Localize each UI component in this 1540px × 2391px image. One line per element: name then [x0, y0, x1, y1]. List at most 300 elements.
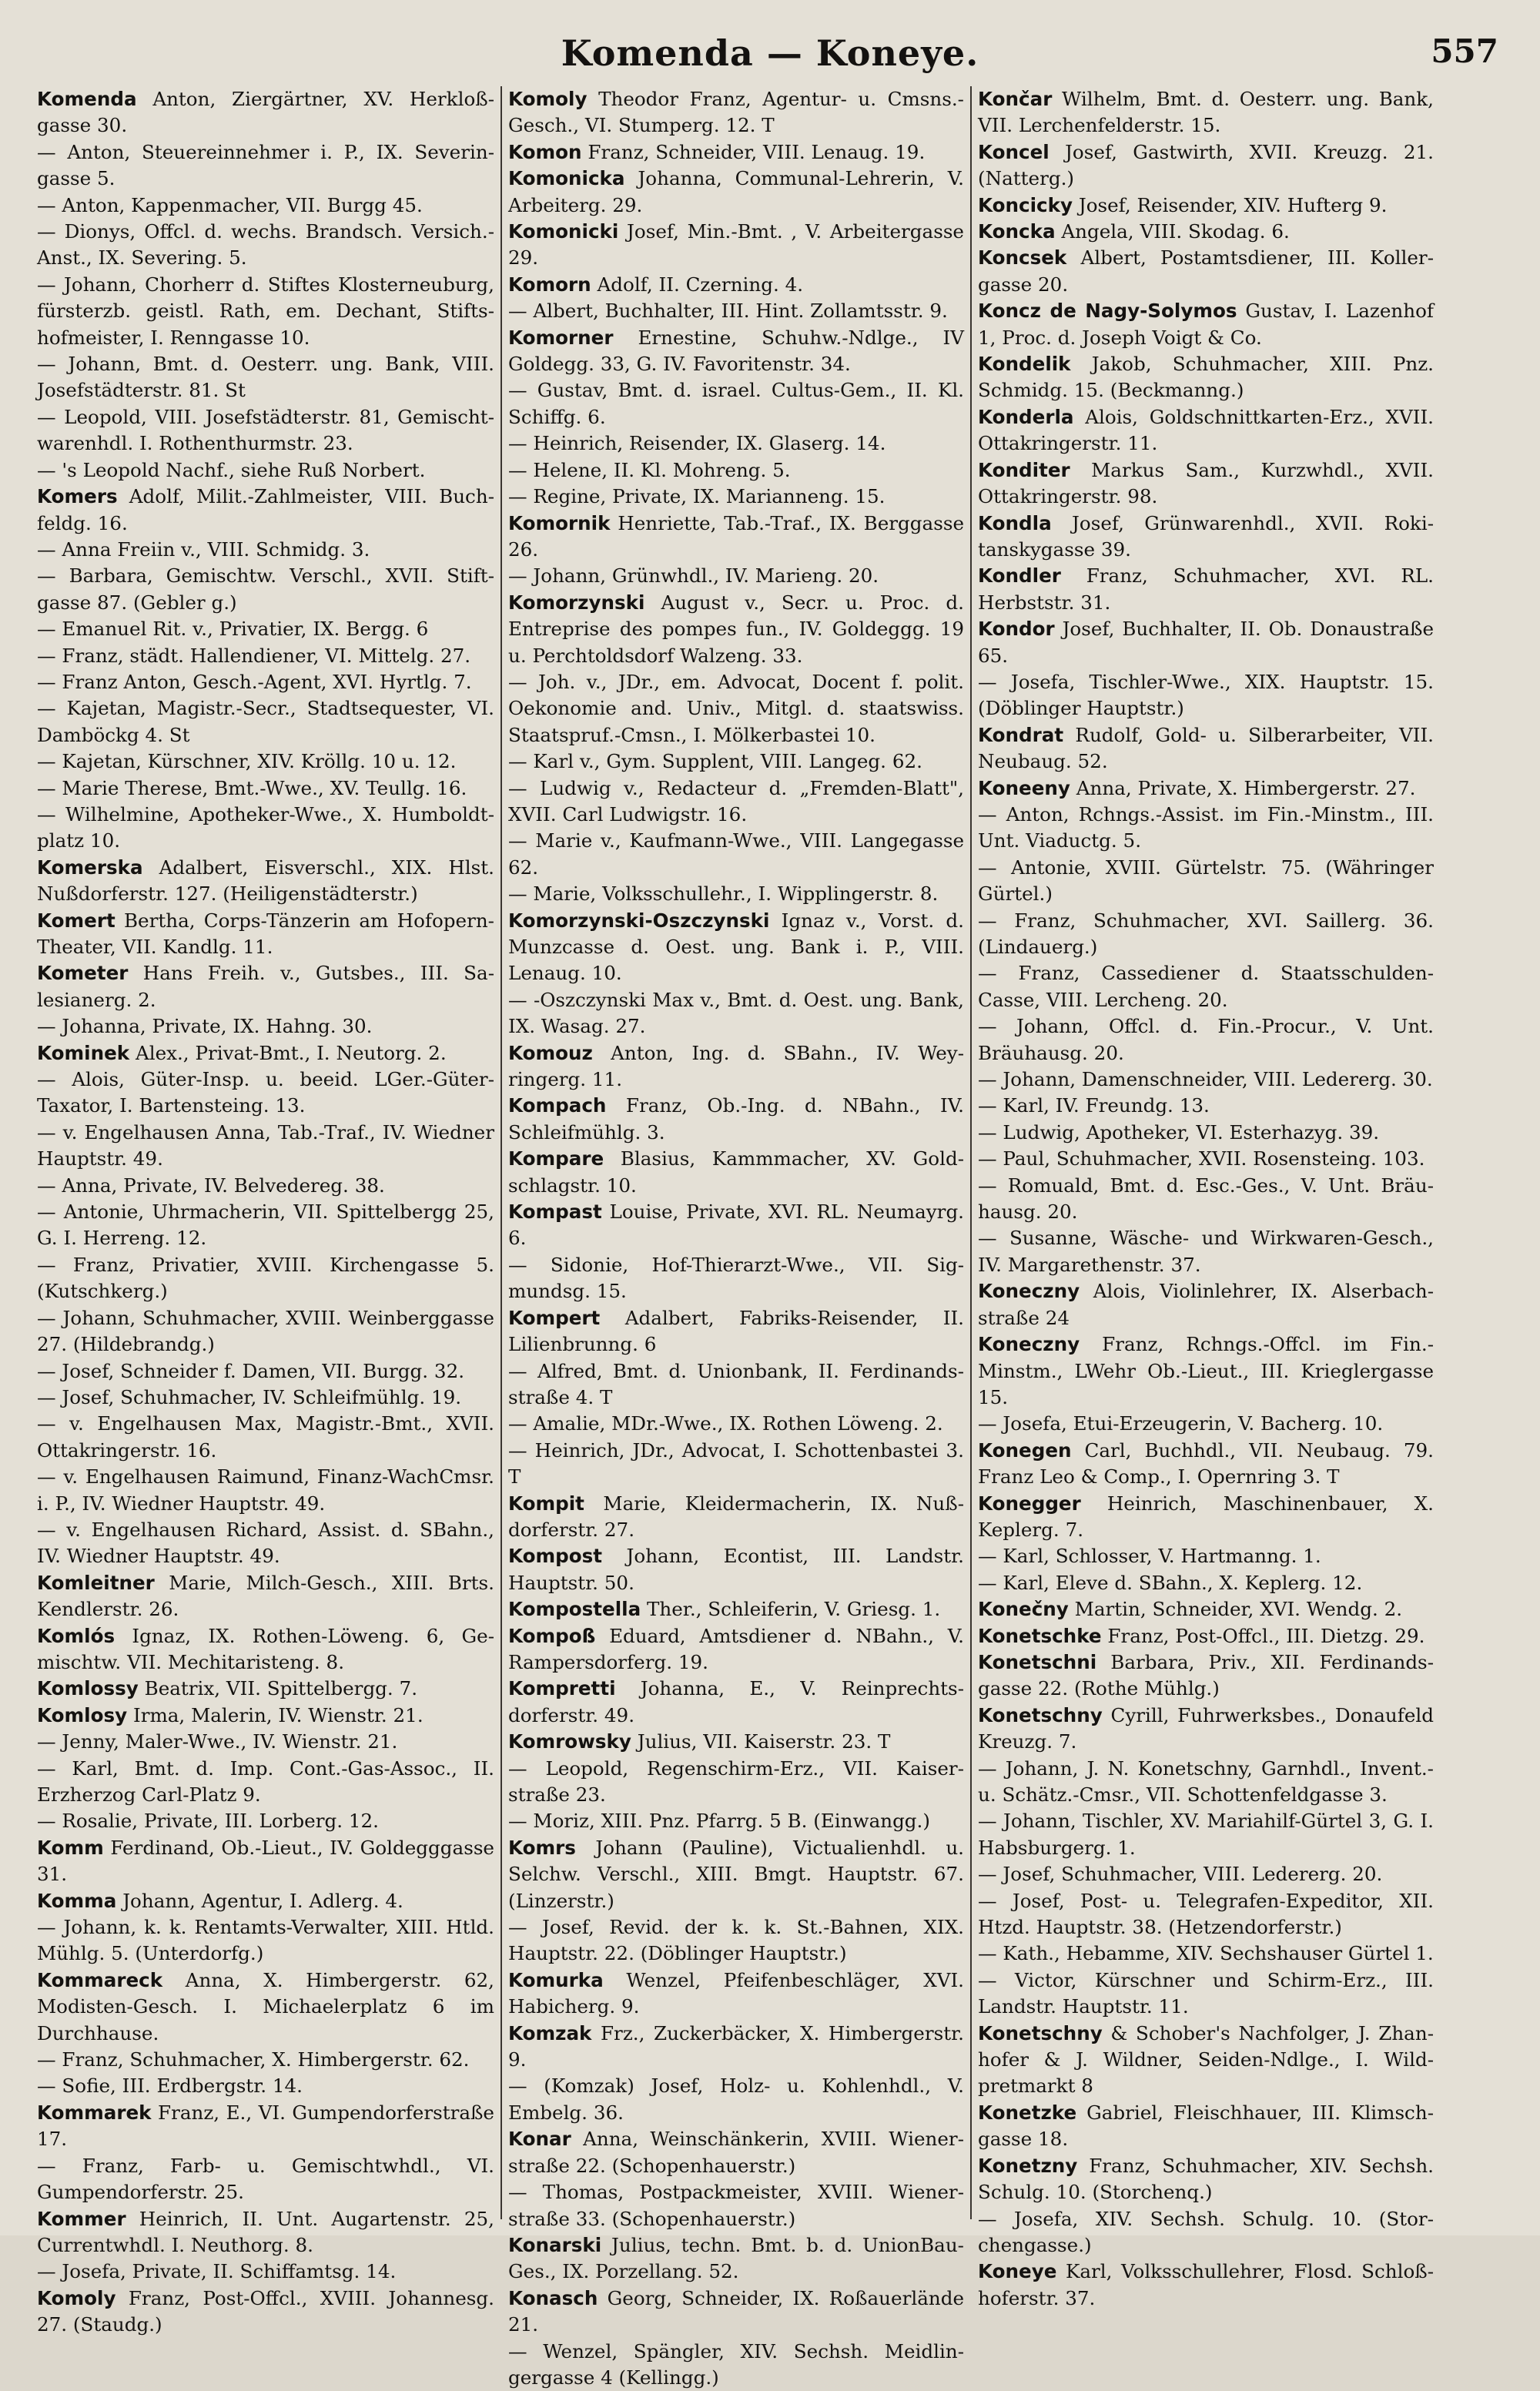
entry-text: — Dionys, Offcl. d. wechs. Brandsch. Versich.Anst., IX. Severing. 5.	[37, 220, 494, 270]
entry-surname: Kompast	[508, 1201, 602, 1224]
entry-surname: Komonicki	[508, 220, 619, 243]
directory-entry	[37, 908, 494, 961]
entry-text: Hans Freih. v., Gutsbes., III. Salesianerg. 2.	[37, 962, 494, 1011]
entry-text: Johann, Econtist, III. Landstr. Hauptstr. 50.	[508, 1545, 964, 1594]
entry-text: — Leopold, Regenschirm-Erz., VII. Kaiserstraße 23.	[508, 1756, 964, 1806]
directory-entry	[37, 1385, 494, 1411]
entry-text: — Helene, II. Kl. Mohreng. 5.	[508, 458, 791, 481]
directory-entry	[508, 775, 964, 829]
directory-entry	[37, 1676, 494, 1702]
entry-surname: Komlosy	[37, 1703, 128, 1726]
entry-text: Josef, Buchhalter, II. Ob. Donaustraße 65.	[978, 618, 1434, 667]
entry-text: Franz, Schuhmacher, XIV. Sechsh. Schulg. 10. (Storchenq.)	[978, 2154, 1434, 2204]
entry-text: Anton, Ing. d. SBahn., IV. Weyringerg. 11.	[508, 1041, 964, 1091]
directory-entry	[508, 511, 964, 564]
entry-surname: Komorn	[508, 273, 591, 296]
entry-text: — Wilhelmine, Apotheker-Wwe., X. Humboldtplatz 10.	[37, 802, 494, 852]
entry-text: — Joh. v., JDr., em. Advocat, Docent f. polit. Oekonomie and. Univ., Mitgl. d. staatswiss. Staatspruf.-Cmsn., I. Mölkerbastei 10.	[508, 670, 964, 746]
directory-entry	[37, 139, 494, 193]
entry-text: Josef, Gastwirth, XVII. Kreuzg. 21. (Natterg.)	[978, 140, 1434, 190]
directory-entry	[37, 219, 494, 272]
directory-entry	[978, 1120, 1434, 1146]
entry-text: Marie, Kleidermacherin, IX. Nußdorferstr. 27.	[508, 1492, 964, 1541]
directory-entry	[37, 2153, 494, 2206]
entry-surname: Komouz	[508, 1041, 593, 1064]
entry-surname: Komert	[37, 909, 116, 932]
directory-entry	[978, 802, 1434, 855]
entry-text: Franz, E., VI. Gumpendorferstraße 17.	[37, 2101, 494, 2151]
entry-text: Heinrich, Maschinenbauer, X. Keplerg. 7.	[978, 1492, 1434, 1541]
directory-entry	[978, 2153, 1434, 2206]
entry-surname: Komurka	[508, 1968, 604, 1991]
directory-entry	[37, 2206, 494, 2259]
entry-surname: Kompostella	[508, 1598, 641, 1621]
entry-text: Anna, X. Himbergerstr. 62, Modisten-Gesch. I. Michaelerplatz 6 im Durchhause.	[37, 1968, 494, 2044]
directory-entry	[508, 748, 964, 775]
directory-entry	[37, 1703, 494, 1729]
entry-surname: Komm	[37, 1836, 104, 1859]
directory-entry	[508, 1596, 964, 1622]
entry-text: — Josefa, Tischler-Wwe., XIX. Hauptstr. 15. (Döblinger Hauptstr.)	[978, 670, 1434, 720]
entry-text: — Rosalie, Private, III. Lorberg. 12.	[37, 1810, 379, 1833]
entry-surname: Konditer	[978, 458, 1070, 481]
entry-surname: Končar	[978, 88, 1053, 110]
directory-entry	[508, 987, 964, 1040]
directory-entry	[37, 404, 494, 457]
entry-text: Blasius, Kammmacher, XV. Goldschlagstr. 10.	[508, 1147, 964, 1197]
entry-text: — Johann, J. N. Konetschny, Garnhdl., Invent.- u. Schätz.-Cmsr., VII. Schottenfeldgasse 3.	[978, 1756, 1434, 1806]
entry-text: Adalbert, Fabriks-Reisender, II. Lilienbrunng. 6	[508, 1306, 964, 1356]
entry-text: Wenzel, Pfeifenbeschläger, XVI. Habicherg. 9.	[508, 1968, 964, 2018]
directory-entry	[508, 272, 964, 298]
entry-surname: Kondrat	[978, 723, 1064, 746]
entry-surname: Konar	[508, 2128, 571, 2151]
entry-surname: Konegen	[978, 1438, 1072, 1462]
directory-entry	[37, 484, 494, 537]
entry-surname: Koncka	[978, 220, 1056, 243]
entry-surname: Koneye	[978, 2260, 1057, 2283]
directory-entry	[37, 802, 494, 855]
entry-surname: Kompoß	[508, 1624, 596, 1647]
directory-entry	[978, 404, 1434, 457]
entry-text: Karl, Volksschullehrer, Flosd. Schloßhoferstr. 37.	[978, 2260, 1434, 2309]
entry-text: Barbara, Priv., XII. Ferdinandsgasse 22. (Rothe Mühlg.)	[978, 1650, 1434, 1700]
entry-text: — Franz, städt. Hallendiener, VI. Mittelg. 27.	[37, 644, 471, 667]
entry-text: Franz, Schneider, VIII. Lenaug. 19.	[581, 140, 926, 163]
directory-entry	[508, 1729, 964, 1755]
entry-text: — 's Leopold Nachf., siehe Ruß Norbert.	[37, 458, 426, 481]
entry-text: & Schober's Nachfolger, J. Zhanhofer & J. Wildner, Seiden-Ndlge., I. Wildpretmarkt 8	[978, 2021, 1434, 2098]
directory-entry	[37, 272, 494, 351]
entry-surname: Konetschni	[978, 1650, 1097, 1673]
entry-surname: Komers	[37, 485, 118, 508]
columns	[31, 86, 1440, 2389]
directory-entry	[978, 1861, 1434, 1887]
entry-text: — Johann, Chorherr d. Stiftes Klosterneuburg, fürsterzb. geistl. Rath, em. Dechant, Stiftshofmeister, I. Renngasse 10.	[37, 273, 494, 349]
entry-surname: Konečny	[978, 1598, 1069, 1621]
entry-text: — Anna, Private, IV. Belvedereg. 38.	[37, 1174, 385, 1197]
directory-entry	[508, 325, 964, 378]
entry-text: — Karl, IV. Freundg. 13.	[978, 1094, 1210, 1117]
entry-text: — Josefa, Etui-Erzeugerin, V. Bacherg. 10.	[978, 1412, 1384, 1435]
entry-text: — Franz, Privatier, XVIII. Kirchengasse 5. (Kutschkerg.)	[37, 1253, 494, 1303]
entry-text: Wilhelm, Bmt. d. Oesterr. ung. Bank, VII. Lerchenfelderstr. 15.	[978, 88, 1434, 137]
directory-entry	[978, 669, 1434, 722]
directory-entry	[978, 722, 1434, 775]
entry-surname: Konetzny	[978, 2154, 1078, 2177]
directory-entry	[508, 2232, 964, 2286]
entry-surname: Koneczny	[978, 1280, 1080, 1303]
directory-entry	[978, 2206, 1434, 2259]
entry-text: — Alois, Güter-Insp. u. beeid. LGer.-GüterTaxator, I. Bartensteing. 13.	[37, 1068, 494, 1117]
entry-text: — Josef, Schuhmacher, VIII. Ledererg. 20.	[978, 1863, 1383, 1886]
entry-surname: Konetschny	[978, 2021, 1103, 2044]
directory-entry	[37, 1914, 494, 1967]
entry-text: Georg, Schneider, IX. Roßauerlände 21.	[508, 2286, 964, 2336]
entry-text: Martin, Schneider, XVI. Wendg. 2.	[1068, 1598, 1403, 1621]
entry-surname: Komenda	[37, 88, 137, 110]
directory-entry	[978, 298, 1434, 351]
directory-entry	[508, 828, 964, 881]
directory-entry	[508, 1967, 964, 2021]
directory-entry	[508, 1146, 964, 1199]
entry-text: Adolf, Milit.-Zahlmeister, VIII. Buchfeldg. 16.	[37, 485, 494, 534]
directory-entry	[37, 695, 494, 748]
entry-surname: Koneeny	[978, 776, 1070, 799]
entry-text: — Alfred, Bmt. d. Unionbank, II. Ferdinandsstraße 4. T	[508, 1359, 964, 1408]
entry-text: — Karl, Bmt. d. Imp. Cont.-Gas-Assoc., II. Erzherzog Carl-Platz 9.	[37, 1756, 494, 1806]
directory-entry	[978, 1543, 1434, 1569]
entry-text: Julius, techn. Bmt. b. d. UnionBau-Ges., IX. Porzellang. 52.	[508, 2233, 964, 2283]
directory-entry	[37, 748, 494, 775]
entry-text: Frz., Zuckerbäcker, X. Himbergerstr. 9.	[508, 2021, 964, 2071]
entry-surname: Komorner	[508, 326, 614, 349]
entry-surname: Kompert	[508, 1306, 601, 1329]
entry-text: Johanna, E., V. Reinprechtsdorferstr. 49.	[508, 1677, 964, 1726]
directory-entry	[37, 1252, 494, 1305]
entry-text: — Romuald, Bmt. d. Esc.-Ges., V. Unt. Bräuhausg. 20.	[978, 1174, 1434, 1224]
entry-text: Adolf, II. Czerning. 4.	[591, 273, 804, 296]
directory-entry	[37, 193, 494, 219]
page-number: 557	[1431, 32, 1498, 70]
entry-text: Ferdinand, Ob.-Lieut., IV. Goldegggasse 31.	[37, 1836, 494, 1886]
directory-entry	[37, 1013, 494, 1040]
entry-text: — Kajetan, Magistr.-Secr., Stadtsequester, VI. Damböckg 4. St	[37, 697, 494, 746]
directory-entry	[978, 1093, 1434, 1119]
column-2	[500, 86, 970, 2389]
entry-text: Louise, Private, XVI. RL. Neumayrg. 6.	[508, 1201, 964, 1250]
directory-entry	[978, 457, 1434, 511]
directory-entry	[37, 2259, 494, 2285]
directory-entry	[508, 86, 964, 139]
directory-entry	[508, 1040, 964, 1093]
directory-entry	[978, 1703, 1434, 1756]
directory-entry	[508, 377, 964, 430]
entry-text: Heinrich, II. Unt. Augartenstr. 25, Currentwhdl. I. Neuthorg. 8.	[37, 2207, 494, 2256]
entry-text: Anton, Ziergärtner, XV. Herkloßgasse 30.	[37, 88, 494, 137]
entry-surname: Kommer	[37, 2207, 126, 2230]
directory-entry	[37, 457, 494, 484]
entry-surname: Komoly	[508, 88, 588, 110]
entry-text: Cyrill, Fuhrwerksbes., Donaufeld Kreuzg. 7.	[978, 1703, 1434, 1753]
entry-text: Franz, Rchngs.-Offcl. im Fin.Minstm., LWehr Ob.-Lieut., III. Krieglergasse 15.	[978, 1333, 1434, 1408]
entry-surname: Komoly	[37, 2286, 116, 2309]
entry-surname: Komornik	[508, 511, 611, 534]
entry-text: — Johann, k. k. Rentamts-Verwalter, XIII. Htld. Mühlg. 5. (Unterdorfg.)	[37, 1916, 494, 1965]
entry-surname: Komorzynski-Oszczynski	[508, 909, 770, 932]
entry-surname: Konegger	[978, 1492, 1081, 1515]
directory-entry	[978, 1808, 1434, 1861]
entry-text: — Franz, Farb- u. Gemischtwhdl., VI. Gumpendorferstr. 25.	[37, 2154, 494, 2204]
entry-text: Josef, Min.-Bmt. , V. Arbeitergasse 29.	[508, 220, 964, 270]
entry-surname: Komleitner	[37, 1571, 155, 1594]
entry-text: — Paul, Schuhmacher, XVII. Rosensteing. 103.	[978, 1147, 1425, 1170]
entry-text: Henriette, Tab.-Traf., IX. Berggasse 26.	[508, 511, 964, 561]
entry-text: — Barbara, Gemischtw. Verschl., XVII. Stiftgasse 87. (Gebler g.)	[37, 564, 494, 614]
directory-entry	[37, 1067, 494, 1120]
directory-entry	[978, 511, 1434, 564]
entry-text: Anna, Private, X. Himbergerstr. 27.	[1070, 776, 1416, 799]
entry-text: — Kajetan, Kürschner, XIV. Kröllg. 10 u. 12.	[37, 750, 457, 773]
entry-surname: Koncel	[978, 140, 1050, 163]
directory-entry	[978, 1941, 1434, 1967]
entry-text: Bertha, Corps-Tänzerin am Hofopern-Theater, VII. Kandlg. 11.	[37, 909, 494, 958]
directory-entry	[978, 1411, 1434, 1437]
directory-entry	[508, 1835, 964, 1914]
directory-entry	[978, 86, 1434, 139]
entry-text: — v. Engelhausen Max, Magistr.-Bmt., XVII. Ottakringerstr. 16.	[37, 1412, 494, 1462]
directory-entry	[37, 1623, 494, 1676]
directory-entry	[508, 881, 964, 907]
directory-entry	[978, 1649, 1434, 1703]
directory-entry	[978, 193, 1434, 219]
entry-text: — Anna Freiin v., VIII. Schmidg. 3.	[37, 537, 370, 561]
directory-entry	[37, 1305, 494, 1358]
entry-text: — Leopold, VIII. Josefstädterstr. 81, Gemischtwarenhdl. I. Rothenthurmstr. 23.	[37, 405, 494, 455]
directory-entry	[978, 139, 1434, 193]
directory-entry	[978, 1331, 1434, 1411]
entry-text: Johann, Agentur, I. Adlerg. 4.	[116, 1889, 403, 1912]
directory-entry	[37, 1173, 494, 1199]
directory-entry	[508, 1358, 964, 1411]
entry-text: — Karl, Schlosser, V. Hartmanng. 1.	[978, 1545, 1321, 1568]
directory-entry	[508, 484, 964, 510]
directory-entry	[508, 2339, 964, 2391]
directory-entry	[508, 1305, 964, 1358]
directory-entry	[978, 219, 1434, 245]
directory-entry	[508, 1808, 964, 1834]
entry-text: — Josef, Schuhmacher, IV. Schleifmühlg. 19.	[37, 1385, 462, 1408]
entry-text: — Josef, Schneider f. Damen, VII. Burgg. 32.	[37, 1359, 465, 1382]
directory-entry	[978, 2259, 1434, 2312]
entry-text: Franz, Ob.-Ing. d. NBahn., IV. Schleifmühlg. 3.	[508, 1094, 964, 1144]
directory-entry	[978, 1225, 1434, 1278]
entry-text: — Johann, Tischler, XV. Mariahilf-Gürtel 3, G. I. Habsburgerg. 1.	[978, 1810, 1434, 1859]
entry-text: Franz, Post-Offcl., XVIII. Johannesg. 27. (Staudg.)	[37, 2286, 494, 2336]
entry-text: — Johann, Grünwhdl., IV. Marieng. 20.	[508, 564, 879, 588]
directory-entry	[508, 430, 964, 457]
entry-text: Alois, Violinlehrer, IX. Alserbachstraße 24	[978, 1280, 1434, 1329]
entry-surname: Komon	[508, 140, 582, 163]
entry-text: Ignaz, IX. Rothen-Löweng. 6, Gemischtw. VII. Mechitaristeng. 8.	[37, 1624, 494, 1673]
entry-surname: Konetzke	[978, 2101, 1077, 2124]
directory-entry	[978, 1278, 1434, 1331]
entry-text: Ernestine, Schuhw.-Ndlge., IV Goldegg. 33, G. IV. Favoritenstr. 34.	[508, 326, 964, 376]
column-1	[31, 86, 500, 2336]
directory-entry	[978, 245, 1434, 298]
entry-text: Franz, Schuhmacher, XVI. RL. Herbststr. 31.	[978, 564, 1434, 614]
entry-text: Julius, VII. Kaiserstr. 23. T	[631, 1730, 891, 1753]
entry-text: — Emanuel Rit. v., Privatier, IX. Bergg. 6	[37, 618, 429, 641]
directory-entry	[37, 1411, 494, 1464]
entry-text: Beatrix, VII. Spittelbergg. 7.	[138, 1677, 418, 1700]
entry-text: — Johann, Bmt. d. Oesterr. ung. Bank, VIII. Josefstädterstr. 81. St	[37, 353, 494, 402]
directory-entry	[508, 219, 964, 272]
entry-text: — Josef, Post- u. Telegrafen-Expeditor, XII. Htzd. Hauptstr. 38. (Hetzendorferstr.)	[978, 1889, 1434, 1939]
entry-surname: Koncicky	[978, 193, 1073, 216]
entry-surname: Kondor	[978, 618, 1055, 641]
entry-text: — Karl, Eleve d. SBahn., X. Keplerg. 12.	[978, 1571, 1363, 1594]
directory-entry	[978, 960, 1434, 1013]
entry-surname: Koncz de Nagy-Solymos	[978, 300, 1237, 323]
entry-text: Marie, Milch-Gesch., XIII. Brts. Kendlerstr. 26.	[37, 1571, 494, 1621]
directory-entry	[508, 590, 964, 669]
directory-entry	[508, 1252, 964, 1305]
directory-entry	[37, 1040, 494, 1067]
entry-surname: Kompretti	[508, 1677, 616, 1700]
entry-text: — Franz, Schuhmacher, XVI. Saillerg. 36. (Lindauerg.)	[978, 909, 1434, 958]
directory-entry	[37, 1464, 494, 1517]
entry-surname: Komerska	[37, 856, 143, 879]
directory-entry	[508, 1411, 964, 1437]
entry-surname: Koneczny	[978, 1333, 1080, 1356]
directory-entry	[508, 1914, 964, 1967]
entry-text: Alex., Privat-Bmt., I. Neutorg. 2.	[129, 1041, 447, 1064]
directory-entry	[37, 537, 494, 563]
directory-entry	[978, 1173, 1434, 1226]
entry-text: — Franz Anton, Gesch.-Agent, XVI. Hyrtlg. 7.	[37, 670, 472, 693]
entry-text: — Albert, Buchhalter, III. Hint. Zollamtsstr. 9.	[508, 300, 948, 323]
entry-surname: Kommareck	[37, 1968, 163, 1991]
entry-surname: Komlossy	[37, 1677, 139, 1700]
directory-entry	[37, 1967, 494, 2047]
entry-surname: Komrowsky	[508, 1730, 631, 1753]
entry-text: Albert, Postamtsdiener, III. Kollergasse 20.	[978, 246, 1434, 296]
entry-text: — Sidonie, Hof-Thierarzt-Wwe., VII. Sigmundsg. 15.	[508, 1253, 964, 1303]
entry-text: Jakob, Schuhmacher, XIII. Pnz. Schmidg. 15. (Beckmanng.)	[978, 353, 1434, 402]
directory-entry	[978, 1570, 1434, 1596]
directory-entry	[37, 616, 494, 642]
directory-entry	[37, 2047, 494, 2073]
directory-entry	[37, 1517, 494, 1570]
entry-text: — Josef, Revid. der k. k. St.-Bahnen, XIX. Hauptstr. 22. (Döblinger Hauptstr.)	[508, 1916, 964, 1965]
entry-text: — (Komzak) Josef, Holz- u. Kohlenhdl., V. Embelg. 36.	[508, 2075, 964, 2124]
entry-text: Angela, VIII. Skodag. 6.	[1055, 220, 1290, 243]
directory-entry	[37, 351, 494, 404]
directory-entry	[37, 1888, 494, 1914]
directory-entry	[37, 1570, 494, 1623]
entry-text: — Ludwig, Apotheker, VI. Esterhazyg. 39.	[978, 1120, 1380, 1144]
entry-text: — Johann, Damenschneider, VIII. Ledererg. 30.	[978, 1068, 1433, 1091]
entry-text: Gustav, I. Lazenhof 1, Proc. d. Joseph Voigt & Co.	[978, 300, 1434, 349]
entry-text: Markus Sam., Kurzwhdl., XVII. Ottakringerstr. 98.	[978, 458, 1434, 508]
directory-entry	[978, 908, 1434, 961]
directory-entry	[978, 1623, 1434, 1649]
entry-surname: Konetschke	[978, 1624, 1102, 1647]
directory-entry	[978, 855, 1434, 908]
entry-text: — -Oszczynski Max v., Bmt. d. Oest. ung. Bank, IX. Wasag. 27.	[508, 988, 964, 1038]
entry-text: — Amalie, MDr.-Wwe., IX. Rothen Löweng. 2.	[508, 1412, 943, 1435]
entry-text: — Heinrich, JDr., Advocat, I. Schottenbastei 3. T	[508, 1438, 964, 1489]
entry-text: — Marie, Volksschullehr., I. Wipplingerstr. 8.	[508, 882, 939, 906]
entry-text: Ther., Schleiferin, V. Griesg. 1.	[641, 1598, 941, 1621]
directory-entry	[37, 2073, 494, 2099]
entry-text: Rudolf, Gold- u. Silberarbeiter, VII. Neubaug. 52.	[978, 723, 1434, 773]
entry-text: Adalbert, Eisverschl., XIX. Hlst. Nußdorferstr. 127. (Heiligenstädterstr.)	[37, 856, 494, 906]
entry-surname: Kompit	[508, 1492, 584, 1515]
entry-text: Josef, Grünwarenhdl., XVII. Rokitanskygasse 39.	[978, 511, 1434, 561]
entry-text: — Franz, Cassediener d. Staatsschulden-Casse, VIII. Lercheng. 20.	[978, 962, 1434, 1011]
entry-text: Theodor Franz, Agentur- u. Cmsns.-Gesch., VI. Stumperg. 12. T	[508, 88, 964, 137]
directory-entry	[978, 2100, 1434, 2153]
entry-text: — Anton, Steuereinnehmer i. P., IX. Severingasse 5.	[37, 140, 494, 190]
directory-entry	[37, 2100, 494, 2153]
directory-entry	[508, 1438, 964, 1491]
entry-text: — Marie Therese, Bmt.-Wwe., XV. Teullg. 16.	[37, 776, 467, 799]
directory-entry	[508, 1543, 964, 1596]
entry-text: Ignaz v., Vorst. d. Munzcasse d. Oest. ung. Bank i. P., VIII. Lenaug. 10.	[508, 909, 964, 985]
directory-entry	[978, 1438, 1434, 1491]
directory-entry	[978, 1756, 1434, 1809]
entry-text: August v., Secr. u. Proc. d. Entreprise des pompes fun., IV. Goldeggg. 19 u. Perchtoldsdorf Walzeng. 33.	[508, 591, 964, 667]
directory-entry	[508, 2286, 964, 2339]
directory-entry	[37, 563, 494, 616]
entry-text: — Thomas, Postpackmeister, XVIII. Wienerstraße 33. (Schopenhauerstr.)	[508, 2181, 964, 2230]
entry-text: — Moriz, XIII. Pnz. Pfarrg. 5 B. (Einwangg.)	[508, 1810, 930, 1833]
entry-text: Josef, Reisender, XIV. Hufterg 9.	[1073, 193, 1388, 216]
entry-surname: Koncsek	[978, 246, 1067, 270]
entry-text: — Karl v., Gym. Supplent, VIII. Langeg. 62.	[508, 750, 922, 773]
entry-text: — Johann, Schuhmacher, XVIII. Weinberggasse 27. (Hildebrandg.)	[37, 1306, 494, 1356]
directory-entry	[978, 1967, 1434, 2021]
entry-surname: Konderla	[978, 405, 1074, 428]
entry-surname: Konetschny	[978, 1703, 1103, 1726]
directory-entry	[508, 1676, 964, 1729]
directory-entry	[508, 1093, 964, 1146]
entry-text: — Susanne, Wäsche- und Wirkwaren-Gesch., IV. Margarethenstr. 37.	[978, 1227, 1434, 1276]
entry-text: Johann (Pauline), Victualienhdl. u. Selchw. Verschl., XIII. Bmgt. Hauptstr. 67. (Linzerstr.)	[508, 1836, 964, 1912]
entry-text: — Gustav, Bmt. d. israel. Cultus-Gem., II. Kl. Schiffg. 6.	[508, 379, 964, 428]
directory-entry	[37, 86, 494, 139]
entry-surname: Komma	[37, 1889, 117, 1912]
entry-text: — v. Engelhausen Richard, Assist. d. SBahn., IV. Wiedner Hauptstr. 49.	[37, 1518, 494, 1568]
directory-entry	[37, 1808, 494, 1834]
directory-entry	[978, 1013, 1434, 1067]
directory-entry	[37, 775, 494, 802]
directory-entry	[37, 960, 494, 1013]
directory-entry	[508, 563, 964, 589]
entry-text: Carl, Buchhdl., VII. Neubaug. 79. Franz Leo & Comp., I. Opernring 3. T	[978, 1438, 1434, 1489]
entry-text: Anna, Weinschänkerin, XVIII. Wienerstraße 22. (Schopenhauerstr.)	[508, 2128, 964, 2177]
entry-text: — Regine, Private, IX. Marianneng. 15.	[508, 485, 886, 508]
entry-text: Irma, Malerin, IV. Wienstr. 21.	[127, 1703, 424, 1726]
entry-text: — Josefa, Private, II. Schiffamtsg. 14.	[37, 2260, 397, 2283]
entry-surname: Kominek	[37, 1041, 130, 1064]
entry-text: — Wenzel, Spängler, XIV. Sechsh. Meidlingergasse 4 (Kellingg.)	[508, 2339, 964, 2389]
entry-surname: Komonicka	[508, 167, 625, 190]
directory-entry	[978, 1888, 1434, 1941]
directory-entry	[508, 908, 964, 987]
